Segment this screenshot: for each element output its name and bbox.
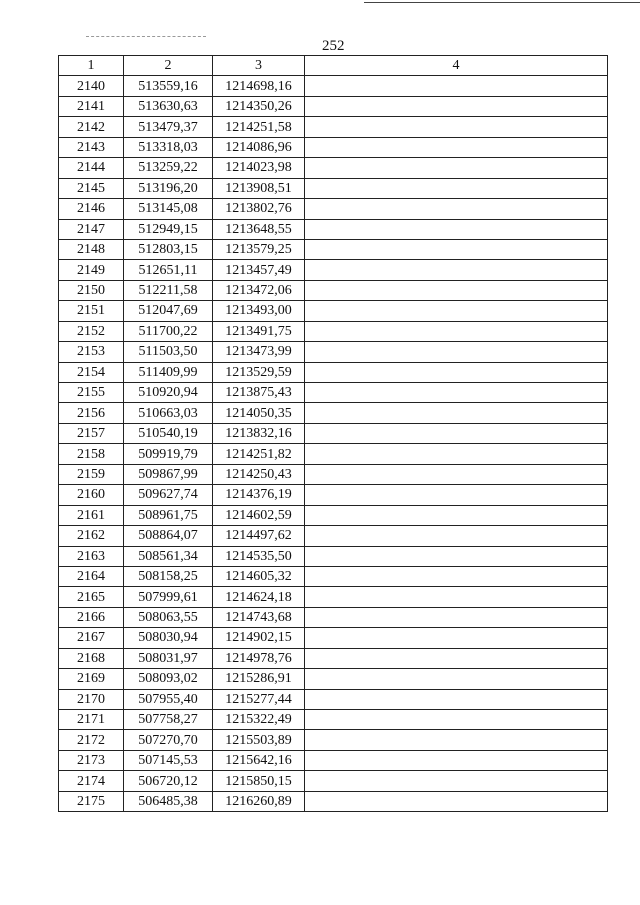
x-coordinate-cell: 508864,07 xyxy=(124,526,213,546)
notes-cell xyxy=(305,76,608,96)
x-coordinate-cell: 512949,15 xyxy=(124,219,213,239)
x-coordinate-cell: 507145,53 xyxy=(124,750,213,770)
table-row xyxy=(59,178,608,198)
point-number-cell: 2140 xyxy=(59,76,124,96)
notes-cell xyxy=(305,485,608,505)
y-coordinate-cell: 1213491,75 xyxy=(213,321,305,341)
table-row xyxy=(59,199,608,219)
x-coordinate-cell: 513196,20 xyxy=(124,178,213,198)
y-coordinate-cell: 1214086,96 xyxy=(213,137,305,157)
y-coordinate-cell: 1214743,68 xyxy=(213,607,305,627)
x-coordinate-cell: 511503,50 xyxy=(124,342,213,362)
point-number-cell: 2141 xyxy=(59,96,124,116)
notes-cell xyxy=(305,546,608,566)
table-row xyxy=(59,423,608,443)
table-row xyxy=(59,730,608,750)
notes-cell xyxy=(305,342,608,362)
notes-cell xyxy=(305,280,608,300)
x-coordinate-cell: 507758,27 xyxy=(124,710,213,730)
point-number-cell: 2172 xyxy=(59,730,124,750)
table-row xyxy=(59,546,608,566)
table-row xyxy=(59,76,608,96)
point-number-cell: 2174 xyxy=(59,771,124,791)
point-number-cell: 2152 xyxy=(59,321,124,341)
x-coordinate-cell: 513559,16 xyxy=(124,76,213,96)
x-coordinate-cell: 511700,22 xyxy=(124,321,213,341)
point-number-cell: 2154 xyxy=(59,362,124,382)
y-coordinate-cell: 1213457,49 xyxy=(213,260,305,280)
point-number-cell: 2175 xyxy=(59,791,124,811)
table-body xyxy=(59,76,608,812)
point-number-cell: 2162 xyxy=(59,526,124,546)
y-coordinate-cell: 1213493,00 xyxy=(213,301,305,321)
notes-cell xyxy=(305,648,608,668)
y-coordinate-cell: 1214350,26 xyxy=(213,96,305,116)
table-row xyxy=(59,383,608,403)
point-number-cell: 2163 xyxy=(59,546,124,566)
table-row xyxy=(59,710,608,730)
x-coordinate-cell: 513630,63 xyxy=(124,96,213,116)
x-coordinate-cell: 510920,94 xyxy=(124,383,213,403)
x-coordinate-cell: 508561,34 xyxy=(124,546,213,566)
x-coordinate-cell: 513479,37 xyxy=(124,117,213,137)
table-row xyxy=(59,321,608,341)
x-coordinate-cell: 508158,25 xyxy=(124,566,213,586)
point-number-cell: 2164 xyxy=(59,566,124,586)
x-coordinate-cell: 508961,75 xyxy=(124,505,213,525)
table-row xyxy=(59,791,608,811)
notes-cell xyxy=(305,321,608,341)
table-header-row xyxy=(59,56,608,76)
notes-cell xyxy=(305,96,608,116)
x-coordinate-cell: 510540,19 xyxy=(124,423,213,443)
notes-cell xyxy=(305,362,608,382)
x-coordinate-cell: 512803,15 xyxy=(124,239,213,259)
y-coordinate-cell: 1215503,89 xyxy=(213,730,305,750)
table-row xyxy=(59,301,608,321)
point-number-cell: 2147 xyxy=(59,219,124,239)
y-coordinate-cell: 1215286,91 xyxy=(213,669,305,689)
notes-cell xyxy=(305,178,608,198)
point-number-cell: 2157 xyxy=(59,423,124,443)
notes-cell xyxy=(305,771,608,791)
table-row xyxy=(59,485,608,505)
point-number-cell: 2161 xyxy=(59,505,124,525)
notes-cell xyxy=(305,137,608,157)
y-coordinate-cell: 1214605,32 xyxy=(213,566,305,586)
y-coordinate-cell: 1214535,50 xyxy=(213,546,305,566)
top-rule-line xyxy=(364,2,640,3)
notes-cell xyxy=(305,628,608,648)
coordinates-table xyxy=(58,55,608,812)
table-row xyxy=(59,403,608,423)
x-coordinate-cell: 506485,38 xyxy=(124,791,213,811)
x-coordinate-cell: 508030,94 xyxy=(124,628,213,648)
table-row xyxy=(59,137,608,157)
notes-cell xyxy=(305,199,608,219)
y-coordinate-cell: 1215850,15 xyxy=(213,771,305,791)
x-coordinate-cell: 509867,99 xyxy=(124,464,213,484)
notes-cell xyxy=(305,730,608,750)
notes-cell xyxy=(305,750,608,770)
page-number: 252 xyxy=(322,38,345,54)
table-row xyxy=(59,444,608,464)
x-coordinate-cell: 509627,74 xyxy=(124,485,213,505)
notes-cell xyxy=(305,383,608,403)
notes-cell xyxy=(305,444,608,464)
y-coordinate-cell: 1214698,16 xyxy=(213,76,305,96)
table-row xyxy=(59,158,608,178)
y-coordinate-cell: 1214902,15 xyxy=(213,628,305,648)
y-coordinate-cell: 1213875,43 xyxy=(213,383,305,403)
table-row xyxy=(59,526,608,546)
table-row xyxy=(59,669,608,689)
y-coordinate-cell: 1214050,35 xyxy=(213,403,305,423)
point-number-cell: 2148 xyxy=(59,239,124,259)
point-number-cell: 2155 xyxy=(59,383,124,403)
notes-cell xyxy=(305,403,608,423)
x-coordinate-cell: 511409,99 xyxy=(124,362,213,382)
point-number-cell: 2169 xyxy=(59,669,124,689)
point-number-cell: 2165 xyxy=(59,587,124,607)
x-coordinate-cell: 512651,11 xyxy=(124,260,213,280)
y-coordinate-cell: 1214251,58 xyxy=(213,117,305,137)
table-row xyxy=(59,628,608,648)
y-coordinate-cell: 1213802,76 xyxy=(213,199,305,219)
point-number-cell: 2142 xyxy=(59,117,124,137)
x-coordinate-cell: 508031,97 xyxy=(124,648,213,668)
table-row xyxy=(59,362,608,382)
point-number-cell: 2151 xyxy=(59,301,124,321)
table-row xyxy=(59,750,608,770)
y-coordinate-cell: 1213832,16 xyxy=(213,423,305,443)
x-coordinate-cell: 513145,08 xyxy=(124,199,213,219)
y-coordinate-cell: 1214251,82 xyxy=(213,444,305,464)
point-number-cell: 2168 xyxy=(59,648,124,668)
notes-cell xyxy=(305,464,608,484)
x-coordinate-cell: 508093,02 xyxy=(124,669,213,689)
notes-cell xyxy=(305,239,608,259)
table-row xyxy=(59,771,608,791)
notes-cell xyxy=(305,791,608,811)
notes-cell xyxy=(305,260,608,280)
y-coordinate-cell: 1213529,59 xyxy=(213,362,305,382)
y-coordinate-cell: 1213579,25 xyxy=(213,239,305,259)
y-coordinate-cell: 1216260,89 xyxy=(213,791,305,811)
x-coordinate-cell: 507999,61 xyxy=(124,587,213,607)
notes-cell xyxy=(305,117,608,137)
notes-cell xyxy=(305,566,608,586)
point-number-cell: 2143 xyxy=(59,137,124,157)
point-number-cell: 2158 xyxy=(59,444,124,464)
y-coordinate-cell: 1213908,51 xyxy=(213,178,305,198)
table-row xyxy=(59,117,608,137)
point-number-cell: 2166 xyxy=(59,607,124,627)
notes-cell xyxy=(305,710,608,730)
x-coordinate-cell: 508063,55 xyxy=(124,607,213,627)
y-coordinate-cell: 1214376,19 xyxy=(213,485,305,505)
table-row xyxy=(59,566,608,586)
y-coordinate-cell: 1215322,49 xyxy=(213,710,305,730)
table-row xyxy=(59,689,608,709)
notes-cell xyxy=(305,526,608,546)
point-number-cell: 2173 xyxy=(59,750,124,770)
table-row xyxy=(59,505,608,525)
y-coordinate-cell: 1215642,16 xyxy=(213,750,305,770)
table-row xyxy=(59,607,608,627)
table-row xyxy=(59,239,608,259)
point-number-cell: 2160 xyxy=(59,485,124,505)
point-number-cell: 2144 xyxy=(59,158,124,178)
point-number-cell: 2159 xyxy=(59,464,124,484)
column-header-4: 4 xyxy=(305,56,608,76)
x-coordinate-cell: 509919,79 xyxy=(124,444,213,464)
point-number-cell: 2171 xyxy=(59,710,124,730)
notes-cell xyxy=(305,219,608,239)
notes-cell xyxy=(305,587,608,607)
faint-dashed-line xyxy=(86,36,206,37)
x-coordinate-cell: 512211,58 xyxy=(124,280,213,300)
y-coordinate-cell: 1213473,99 xyxy=(213,342,305,362)
point-number-cell: 2145 xyxy=(59,178,124,198)
notes-cell xyxy=(305,505,608,525)
notes-cell xyxy=(305,689,608,709)
notes-cell xyxy=(305,607,608,627)
column-header-2: 2 xyxy=(124,56,213,76)
y-coordinate-cell: 1214978,76 xyxy=(213,648,305,668)
y-coordinate-cell: 1213648,55 xyxy=(213,219,305,239)
y-coordinate-cell: 1214497,62 xyxy=(213,526,305,546)
point-number-cell: 2170 xyxy=(59,689,124,709)
x-coordinate-cell: 513259,22 xyxy=(124,158,213,178)
x-coordinate-cell: 506720,12 xyxy=(124,771,213,791)
table-row xyxy=(59,464,608,484)
y-coordinate-cell: 1214023,98 xyxy=(213,158,305,178)
point-number-cell: 2146 xyxy=(59,199,124,219)
x-coordinate-cell: 507955,40 xyxy=(124,689,213,709)
y-coordinate-cell: 1213472,06 xyxy=(213,280,305,300)
column-header-3: 3 xyxy=(213,56,305,76)
table-row xyxy=(59,342,608,362)
y-coordinate-cell: 1215277,44 xyxy=(213,689,305,709)
y-coordinate-cell: 1214250,43 xyxy=(213,464,305,484)
y-coordinate-cell: 1214602,59 xyxy=(213,505,305,525)
point-number-cell: 2153 xyxy=(59,342,124,362)
notes-cell xyxy=(305,301,608,321)
point-number-cell: 2167 xyxy=(59,628,124,648)
column-header-1: 1 xyxy=(59,56,124,76)
point-number-cell: 2149 xyxy=(59,260,124,280)
table-row xyxy=(59,96,608,116)
notes-cell xyxy=(305,669,608,689)
y-coordinate-cell: 1214624,18 xyxy=(213,587,305,607)
x-coordinate-cell: 510663,03 xyxy=(124,403,213,423)
x-coordinate-cell: 507270,70 xyxy=(124,730,213,750)
notes-cell xyxy=(305,158,608,178)
x-coordinate-cell: 512047,69 xyxy=(124,301,213,321)
point-number-cell: 2150 xyxy=(59,280,124,300)
table-row xyxy=(59,280,608,300)
table-row xyxy=(59,219,608,239)
point-number-cell: 2156 xyxy=(59,403,124,423)
table-row xyxy=(59,587,608,607)
notes-cell xyxy=(305,423,608,443)
x-coordinate-cell: 513318,03 xyxy=(124,137,213,157)
table-row xyxy=(59,648,608,668)
table-row xyxy=(59,260,608,280)
